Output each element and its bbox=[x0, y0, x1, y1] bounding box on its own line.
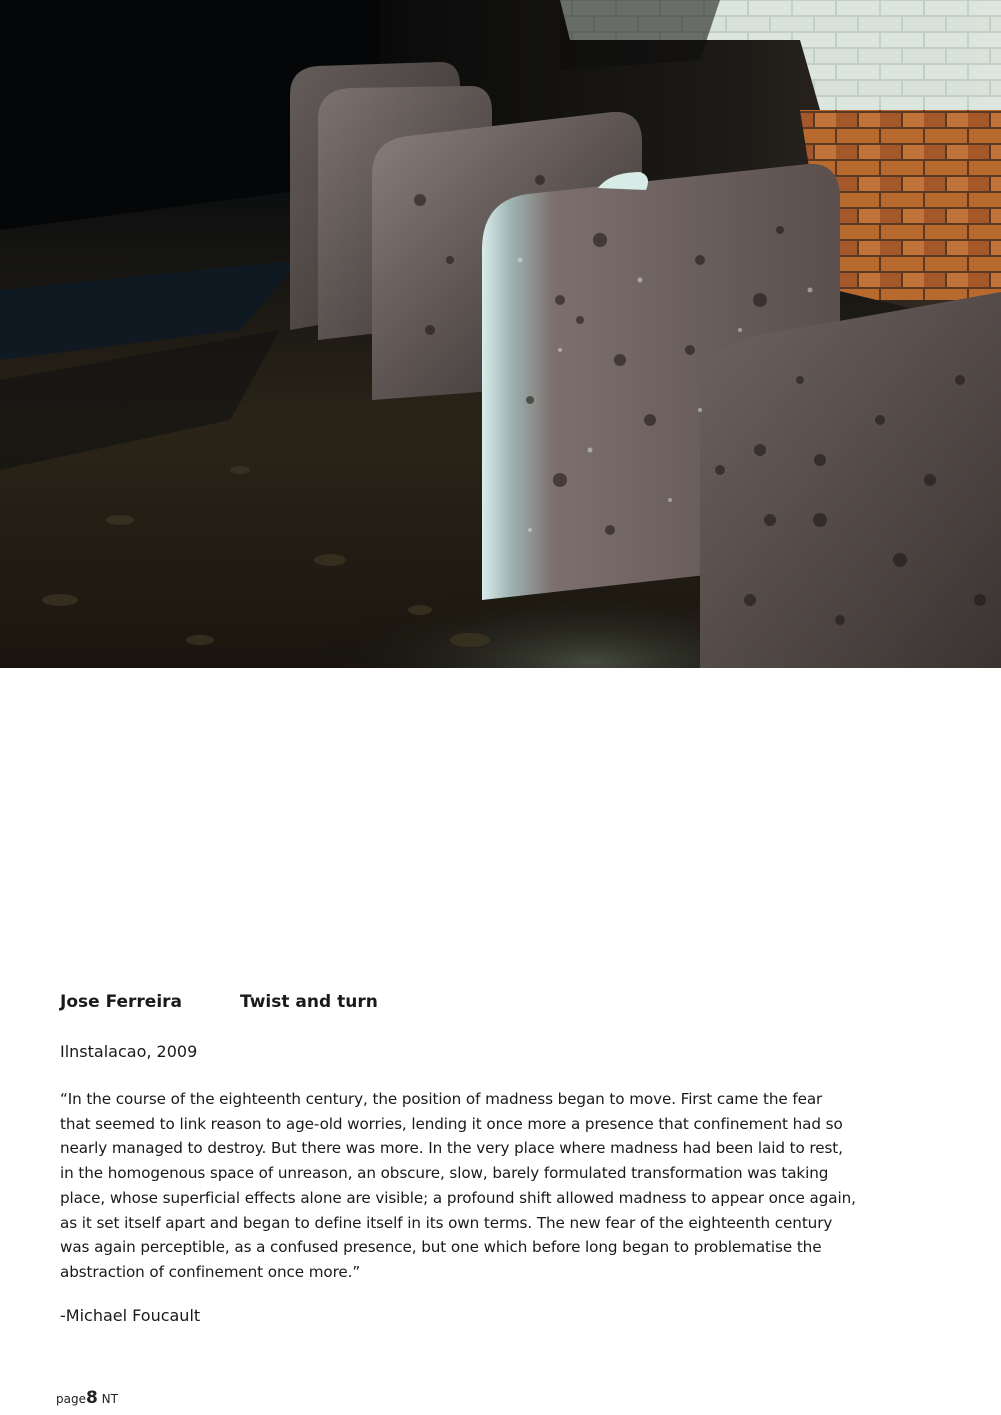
page-footer bbox=[56, 1390, 118, 1407]
credit-line bbox=[60, 990, 960, 1014]
footer-suffix: NT bbox=[97, 1392, 118, 1406]
quote-line: place, whose superficial effects alone are visible; a profound shift allowed madness to appear once again, bbox=[60, 1188, 856, 1207]
quote-line: nearly managed to destroy. But there was more. In the very place where madness had been laid to rest, bbox=[60, 1139, 843, 1158]
quote-text bbox=[60, 1087, 950, 1285]
quote-author: -Michael Foucault bbox=[60, 1306, 201, 1325]
installation-photo bbox=[0, 0, 1001, 668]
page-number: 8 bbox=[85, 1388, 98, 1408]
artwork-medium-year: Ilnstalacao, 2009 bbox=[60, 1042, 198, 1061]
quote-line: abstraction of confinement once more.” bbox=[60, 1262, 361, 1281]
artwork-title: Twist and turn bbox=[240, 992, 378, 1012]
quote-line: in the homogenous space of unreason, an obscure, slow, barely formulated transformation was taking bbox=[60, 1164, 829, 1183]
installation-photo-illustration bbox=[0, 0, 1001, 668]
quote-line: “In the course of the eighteenth century, the position of madness began to move. First came the fear bbox=[60, 1090, 823, 1108]
artist-name: Jose Ferreira bbox=[60, 992, 183, 1012]
quote-line: as it set itself apart and began to define itself in its own terms. The new fear of the eighteenth century bbox=[60, 1213, 833, 1232]
footer-prefix: page bbox=[56, 1392, 86, 1406]
quote-line: that seemed to link reason to age-old worries, lending it once more a presence that confinement had so bbox=[60, 1114, 843, 1133]
quote-line: was again perceptible, as a confused presence, but one which before long began to problematise the bbox=[60, 1238, 822, 1257]
